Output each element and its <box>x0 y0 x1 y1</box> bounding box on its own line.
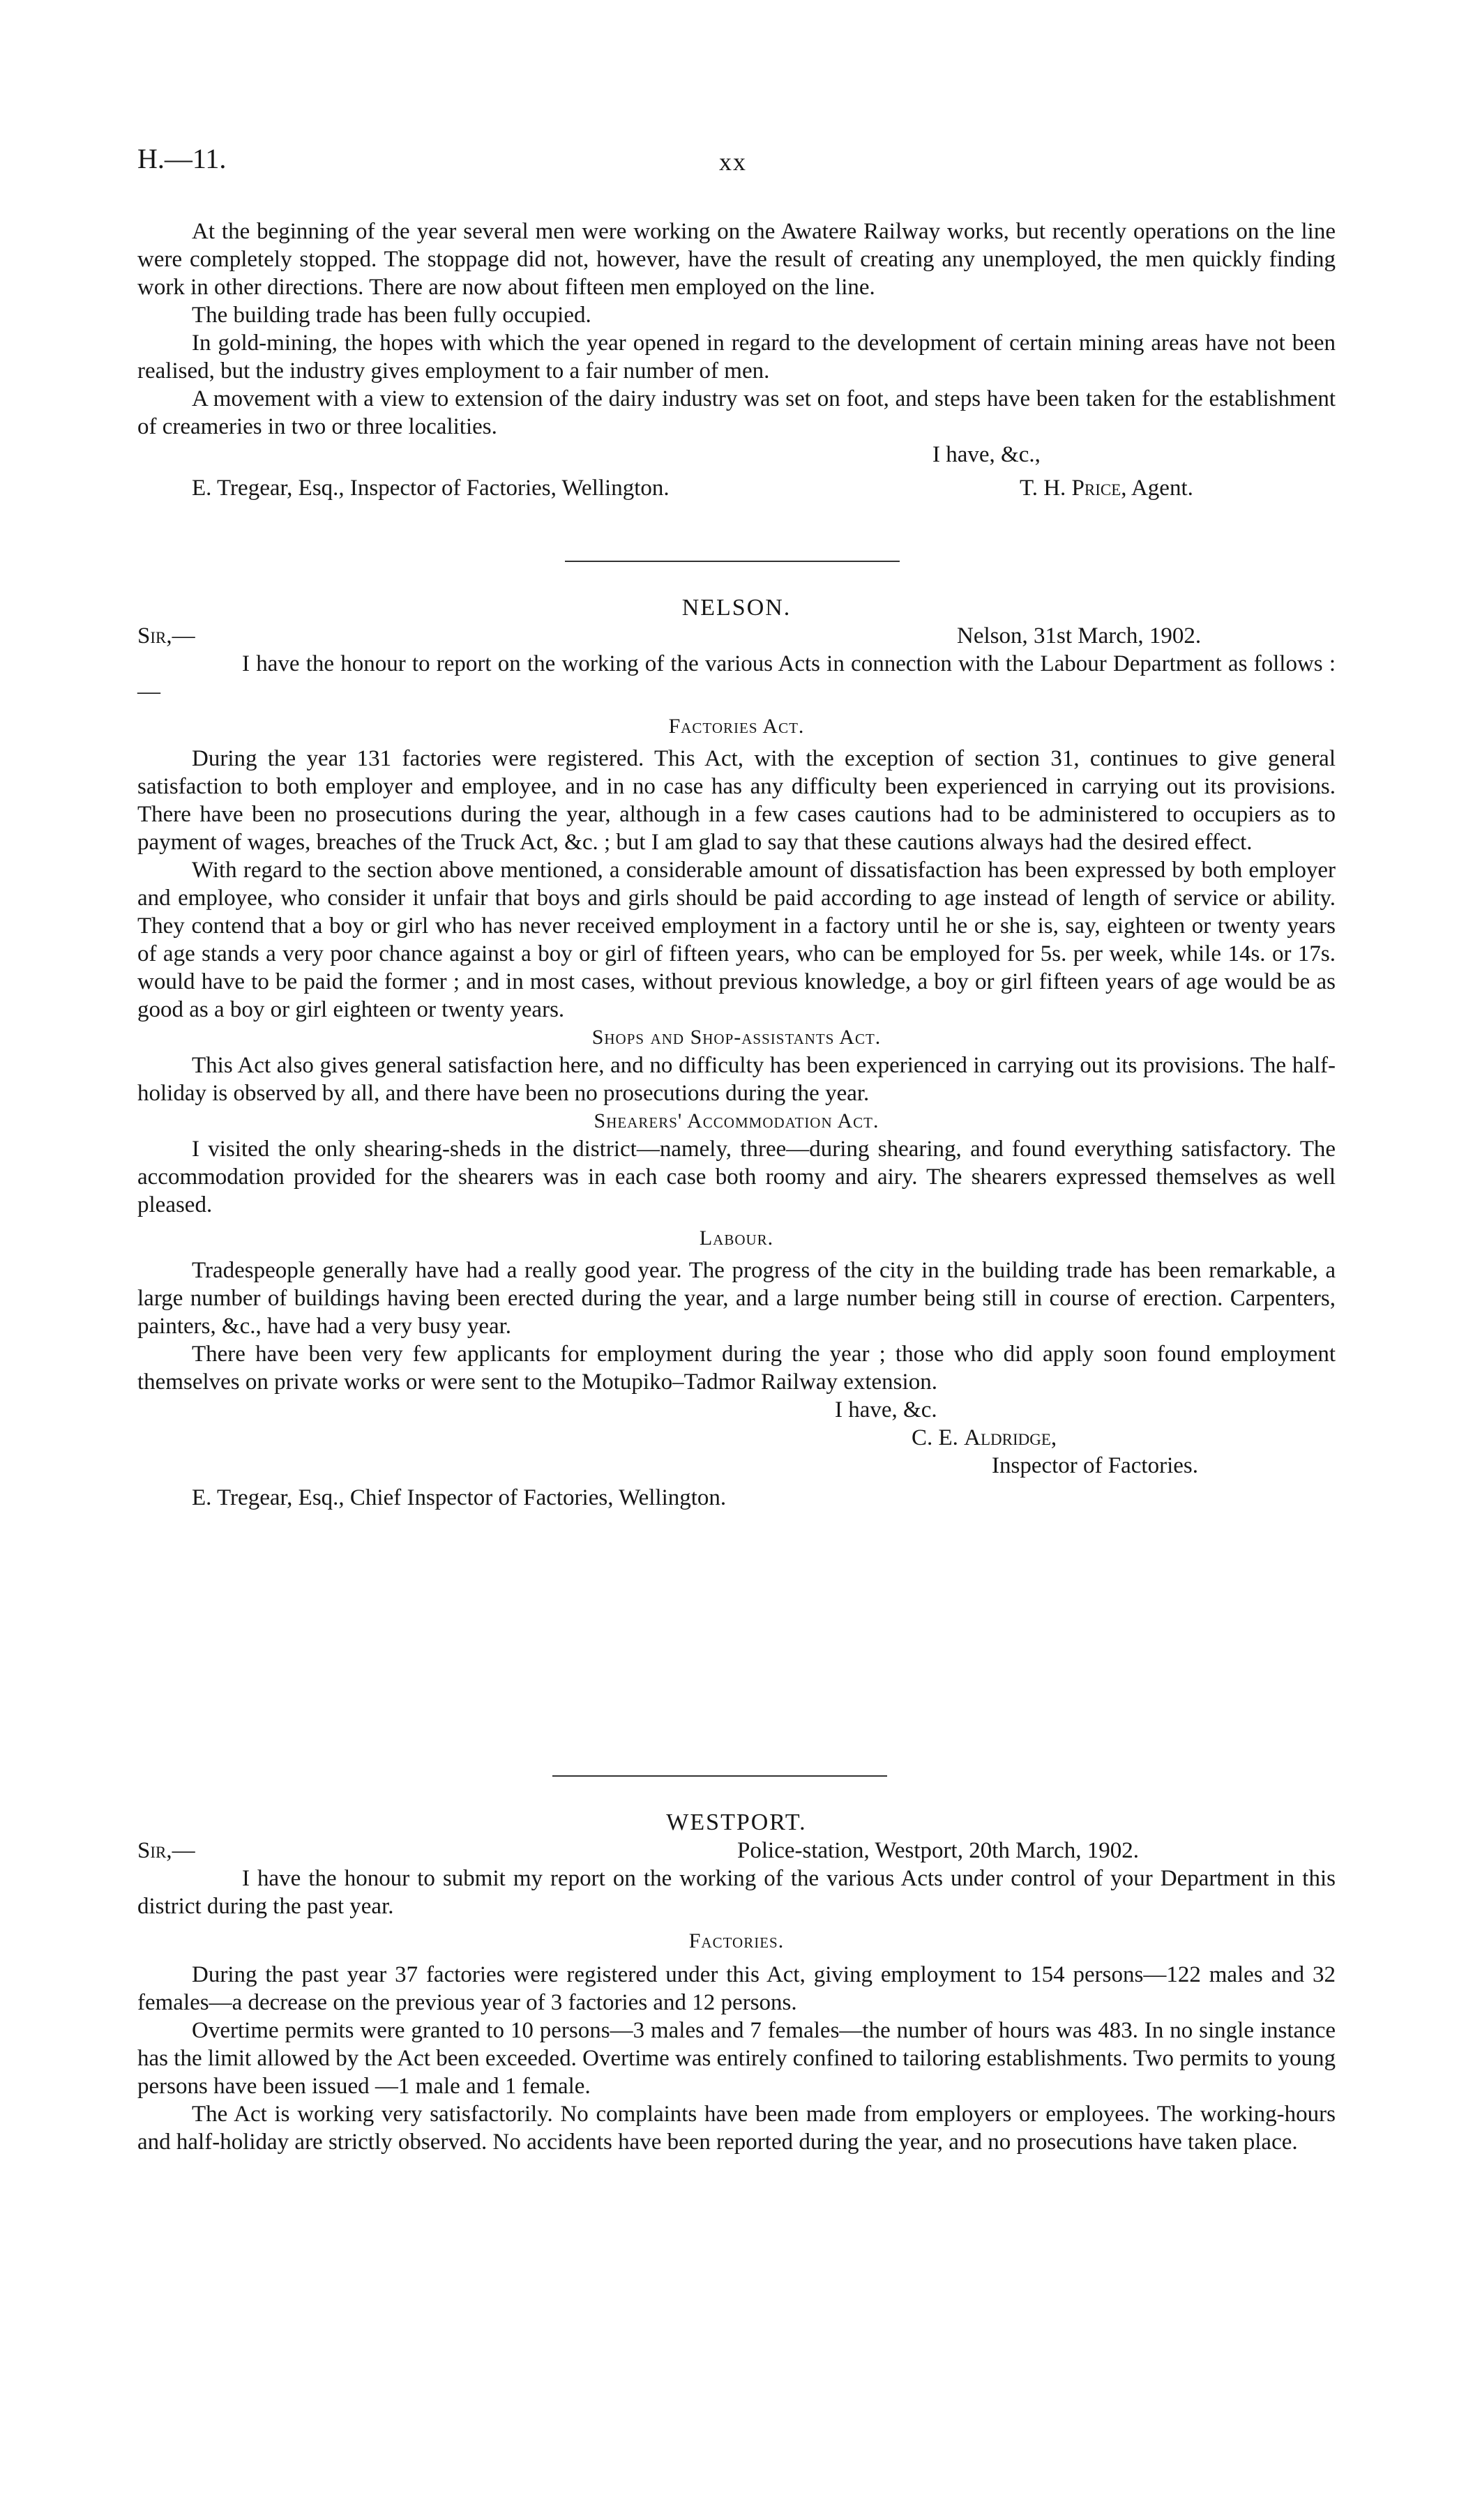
addressee-row <box>137 1484 1336 1512</box>
paragraph: During the year 131 factories were registered. This Act, with the exception of section 31, continues to give general satisfaction to both employer and employee, and in no case has any difficulty been experienced in carrying out its provisions. There have been no prosecutions during the year, although in a few cases cautions had to be administered to occupiers as to payment of wages, breaches of the Truck Act, &c. ; but I am glad to say that these cautions always had the desired effect. <box>137 746 1336 855</box>
paragraph: With regard to the section above mentioned, a considerable amount of dissatisfaction has been expressed by both employer and employee, who consider it unfair that boys and girls should be paid according to age instead of length of service or ability. They contend that a boy or girl who has never received employment in a factory until he or she is, say, eighteen or twenty years of age stands a very poor chance against a boy or girl of fifteen years, who can be employed for 5s. per week, while 14s. or 17s. would have to be paid the former ; and in most cases, without previous knowledge, a boy or girl fifteen years of age would be as good as a boy or girl eighteen or twenty years. <box>137 858 1336 1022</box>
dateline-row <box>137 1837 1336 1865</box>
dateline-row <box>137 622 1336 650</box>
closing-row <box>137 1396 1336 1424</box>
intro-section <box>137 218 1336 502</box>
signatory-row <box>137 1424 1336 1452</box>
divider <box>552 1775 887 1777</box>
closing: I have, &c. <box>835 1397 937 1422</box>
page-number: xx <box>719 148 747 176</box>
page-reference: H.—11. <box>137 143 227 174</box>
addressee: E. Tregear, Esq., Inspector of Factories, Wellington. <box>192 476 670 501</box>
nelson-section <box>137 594 1336 1512</box>
section-title: NELSON. <box>681 595 792 621</box>
salutation: Sir,— <box>137 623 195 648</box>
subheading: Factories Act. <box>668 715 805 738</box>
salutation: Sir,— <box>137 1838 195 1863</box>
paragraph: In gold-mining, the hopes with which the year opened in regard to the development of certain mining areas have not been realised, but the industry gives employment to a fair number of men. <box>137 331 1336 384</box>
signature-row <box>137 474 1336 502</box>
dateline: Police-station, Westport, 20th March, 1902. <box>737 1838 1139 1863</box>
section-title: WESTPORT. <box>666 1809 807 1835</box>
paragraph: At the beginning of the year several men were working on the Awatere Railway works, but recently operations on the line were completely stopped. The stoppage did not, however, have the result of creating any unemployed, the men quickly finding work in other directions. There are now about fifteen men employed on the line. <box>137 219 1336 300</box>
paragraph: This Act also gives general satisfaction here, and no difficulty has been experienced in carrying out its provisions. The half-holiday is observed by all, and there have been no prosecutions during the year. <box>137 1053 1336 1106</box>
paragraph: I have the honour to submit my report on the working of the various Acts under control of your Department in this district during the past year. <box>137 1866 1336 1919</box>
paragraph: The Act is working very satisfactorily. No complaints have been made from employers or employees. The working-hours and half-holiday are strictly observed. No accidents have been reported during the year, and no prosecutions have taken place. <box>137 2102 1336 2155</box>
paragraph: During the past year 37 factories were registered under this Act, giving employment to 154 persons—122 males and 32 females—a decrease on the previous year of 3 factories and 12 persons. <box>137 1962 1336 2015</box>
divider <box>565 561 900 562</box>
paragraph: There have been very few applicants for employment during the year ; those who did apply soon found employment themselves on private works or were sent to the Motupiko–Tadmor Railway extension. <box>137 1342 1336 1395</box>
paragraph: The building trade has been fully occupied. <box>192 303 591 328</box>
paragraph: A movement with a view to extension of the dairy industry was set on foot, and steps have been taken for the establishment of creameries in two or three localities. <box>137 386 1336 439</box>
addressee: E. Tregear, Esq., Chief Inspector of Factories, Wellington. <box>192 1485 727 1510</box>
subheading: Labour. <box>699 1227 774 1250</box>
closing: I have, &c., <box>932 442 1041 467</box>
signatory-role-row <box>137 1452 1336 1480</box>
paragraph: Tradespeople generally have had a really good year. The progress of the city in the building trade has been remarkable, a large number of buildings having been erected during the year, and a large number being still in course of erection. Carpenters, painters, &c., have had a very busy year. <box>137 1258 1336 1339</box>
paragraph: I visited the only shearing-sheds in the district—namely, three—during shearing, and found everything satisfactory. The accommodation provided for the shearers was in each case both roomy and airy. The shearers expressed themselves as well pleased. <box>137 1137 1336 1217</box>
paragraph: Overtime permits were granted to 10 persons—3 males and 7 females—the number of hours was 483. In no single instance has the limit allowed by the Act been exceeded. Overtime was entirely confined to tailoring establishments. Two permits to young persons have been issued —1 male and 1 female. <box>137 2018 1336 2099</box>
subheading: Factories. <box>688 1929 785 1952</box>
signatory: T. H. Price, Agent. <box>1020 476 1193 501</box>
page-header <box>137 145 1329 180</box>
closing-row <box>137 441 1336 469</box>
dateline: Nelson, 31st March, 1902. <box>957 623 1202 648</box>
subheading: Shops and Shop-assistants Act. <box>591 1026 882 1049</box>
signatory: C. E. Aldridge, <box>912 1425 1057 1450</box>
signatory-role: Inspector of Factories. <box>992 1453 1198 1478</box>
subheading: Shearers' Accommodation Act. <box>594 1109 879 1132</box>
westport-section <box>137 1809 1336 2156</box>
paragraph: I have the honour to report on the working of the various Acts in connection with the Labour Department as follows :— <box>137 651 1336 704</box>
